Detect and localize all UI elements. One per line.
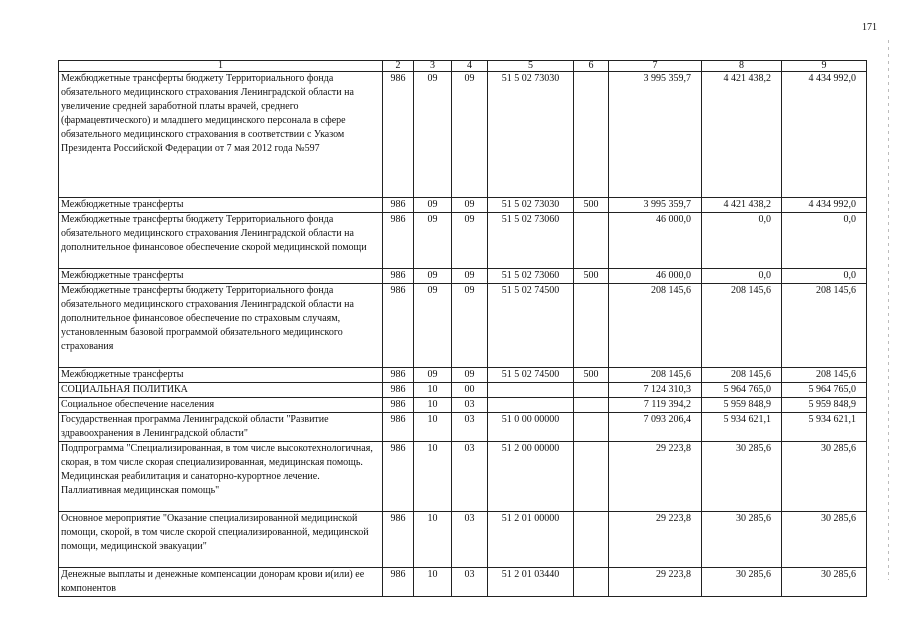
cell-amount-3: 4 434 992,0: [782, 198, 867, 213]
table-row: [59, 198, 867, 213]
row-name: Межбюджетные трансферты: [59, 368, 383, 383]
row-name: Межбюджетные трансферты бюджету Территориального фонда обязательного медицинского страхования Ленинградской области на увеличение средней заработной платы врачей, среднего (фармацевтического) и младшего медицинского персонала в сфере обязательного медицинского страхования в соответствии с Указом Президента Российской Федерации от 7 мая 2012 года №597: [59, 72, 383, 198]
cell-admin: 986: [383, 398, 414, 413]
cell-subsection: 03: [452, 512, 488, 568]
cell-amount-3: 5 934 621,1: [782, 413, 867, 442]
row-name: Государственная программа Ленинградской области "Развитие здравоохранения в Ленинградской области": [59, 413, 383, 442]
cell-amount-1: 3 995 359,7: [609, 72, 702, 198]
header-col-2: 2: [383, 61, 414, 72]
table-row: [59, 284, 867, 368]
cell-section: 10: [414, 512, 452, 568]
cell-amount-3: 30 285,6: [782, 568, 867, 597]
cell-amount-1: 3 995 359,7: [609, 198, 702, 213]
cell-subsection: 03: [452, 442, 488, 512]
cell-type: [574, 568, 609, 597]
header-col-6: 6: [574, 61, 609, 72]
cell-target: 51 5 02 73060: [488, 269, 574, 284]
cell-target: 51 5 02 73060: [488, 213, 574, 269]
cell-target: 51 2 01 03440: [488, 568, 574, 597]
cell-amount-3: 5 959 848,9: [782, 398, 867, 413]
table-row: [59, 213, 867, 269]
cell-subsection: 09: [452, 368, 488, 383]
cell-admin: 986: [383, 512, 414, 568]
cell-amount-1: 46 000,0: [609, 269, 702, 284]
cell-amount-2: 5 959 848,9: [702, 398, 782, 413]
cell-amount-2: 208 145,6: [702, 284, 782, 368]
cell-subsection: 03: [452, 568, 488, 597]
cell-amount-2: 30 285,6: [702, 568, 782, 597]
cell-subsection: 03: [452, 398, 488, 413]
cell-target: 51 2 00 00000: [488, 442, 574, 512]
cell-amount-2: 0,0: [702, 213, 782, 269]
cell-amount-3: 30 285,6: [782, 512, 867, 568]
cell-section: 10: [414, 383, 452, 398]
header-col-7: 7: [609, 61, 702, 72]
cell-admin: 986: [383, 368, 414, 383]
cell-target: 51 2 01 00000: [488, 512, 574, 568]
cell-admin: 986: [383, 213, 414, 269]
cell-section: 10: [414, 568, 452, 597]
cell-type: [574, 442, 609, 512]
row-name: СОЦИАЛЬНАЯ ПОЛИТИКА: [59, 383, 383, 398]
row-name: Основное мероприятие "Оказание специализированной медицинской помощи, скорой, в том числе скорой специализированной, медицинской помощи, медицинской эвакуации": [59, 512, 383, 568]
row-name: Денежные выплаты и денежные компенсации донорам крови и(или) ее компонентов: [59, 568, 383, 597]
cell-section: 10: [414, 413, 452, 442]
table-row: [59, 368, 867, 383]
cell-section: 09: [414, 368, 452, 383]
cell-amount-3: 5 964 765,0: [782, 383, 867, 398]
cell-admin: 986: [383, 284, 414, 368]
cell-admin: 986: [383, 269, 414, 284]
cell-type: 500: [574, 198, 609, 213]
cell-section: 09: [414, 284, 452, 368]
table-row: [59, 398, 867, 413]
cell-subsection: 09: [452, 284, 488, 368]
cell-subsection: 09: [452, 72, 488, 198]
cell-type: [574, 284, 609, 368]
cell-amount-2: 30 285,6: [702, 442, 782, 512]
cell-amount-1: 29 223,8: [609, 512, 702, 568]
cell-section: 10: [414, 442, 452, 512]
scan-edge-line: [888, 40, 889, 580]
cell-amount-3: 0,0: [782, 213, 867, 269]
cell-amount-3: 208 145,6: [782, 368, 867, 383]
header-row: [59, 61, 867, 72]
cell-amount-3: 0,0: [782, 269, 867, 284]
header-col-9: 9: [782, 61, 867, 72]
row-name: Межбюджетные трансферты: [59, 269, 383, 284]
cell-admin: 986: [383, 442, 414, 512]
cell-target: [488, 398, 574, 413]
table-row: [59, 269, 867, 284]
cell-type: [574, 72, 609, 198]
cell-amount-1: 7 093 206,4: [609, 413, 702, 442]
cell-type: [574, 413, 609, 442]
cell-type: [574, 512, 609, 568]
row-name: Социальное обеспечение населения: [59, 398, 383, 413]
cell-subsection: 09: [452, 198, 488, 213]
cell-amount-1: 29 223,8: [609, 442, 702, 512]
cell-amount-2: 0,0: [702, 269, 782, 284]
table-row: [59, 383, 867, 398]
cell-amount-2: 4 421 438,2: [702, 198, 782, 213]
header-col-8: 8: [702, 61, 782, 72]
cell-target: 51 5 02 73030: [488, 72, 574, 198]
cell-amount-2: 4 421 438,2: [702, 72, 782, 198]
cell-subsection: 03: [452, 413, 488, 442]
row-name: Межбюджетные трансферты: [59, 198, 383, 213]
cell-admin: 986: [383, 383, 414, 398]
cell-amount-1: 46 000,0: [609, 213, 702, 269]
cell-amount-2: 30 285,6: [702, 512, 782, 568]
cell-admin: 986: [383, 568, 414, 597]
cell-amount-1: 7 124 310,3: [609, 383, 702, 398]
table-row: [59, 72, 867, 198]
cell-type: 500: [574, 269, 609, 284]
cell-amount-3: 30 285,6: [782, 442, 867, 512]
cell-section: 09: [414, 269, 452, 284]
cell-target: [488, 383, 574, 398]
cell-amount-2: 5 934 621,1: [702, 413, 782, 442]
table-row: [59, 413, 867, 442]
cell-subsection: 09: [452, 269, 488, 284]
cell-target: 51 0 00 00000: [488, 413, 574, 442]
cell-target: 51 5 02 74500: [488, 284, 574, 368]
cell-amount-1: 7 119 394,2: [609, 398, 702, 413]
header-col-5: 5: [488, 61, 574, 72]
budget-table: [58, 60, 867, 597]
header-col-3: 3: [414, 61, 452, 72]
cell-amount-2: 5 964 765,0: [702, 383, 782, 398]
cell-amount-2: 208 145,6: [702, 368, 782, 383]
cell-subsection: 00: [452, 383, 488, 398]
row-name: Подпрограмма "Специализированная, в том числе высокотехнологичная, скорая, в том числе скорая специализированная, медицинская помощь. Медицинская реабилитация и санаторно-курортное лечение. Паллиативная медицинская помощь": [59, 442, 383, 512]
cell-amount-1: 29 223,8: [609, 568, 702, 597]
cell-target: 51 5 02 74500: [488, 368, 574, 383]
table-row: [59, 512, 867, 568]
cell-section: 09: [414, 198, 452, 213]
row-name: Межбюджетные трансферты бюджету Территориального фонда обязательного медицинского страхования Ленинградской области на дополнительное финансовое обеспечение по страховым случаям, установленным базовой программой обязательного медицинского страхования: [59, 284, 383, 368]
cell-admin: 986: [383, 198, 414, 213]
cell-amount-1: 208 145,6: [609, 284, 702, 368]
cell-section: 10: [414, 398, 452, 413]
table-row: [59, 568, 867, 597]
cell-type: [574, 213, 609, 269]
header-col-4: 4: [452, 61, 488, 72]
cell-section: 09: [414, 213, 452, 269]
page-number: 171: [862, 22, 877, 33]
cell-type: [574, 383, 609, 398]
cell-admin: 986: [383, 413, 414, 442]
cell-type: 500: [574, 368, 609, 383]
cell-amount-1: 208 145,6: [609, 368, 702, 383]
table-row: [59, 442, 867, 512]
cell-amount-3: 208 145,6: [782, 284, 867, 368]
cell-type: [574, 398, 609, 413]
cell-target: 51 5 02 73030: [488, 198, 574, 213]
cell-admin: 986: [383, 72, 414, 198]
cell-section: 09: [414, 72, 452, 198]
header-col-1: 1: [59, 61, 383, 72]
cell-amount-3: 4 434 992,0: [782, 72, 867, 198]
cell-subsection: 09: [452, 213, 488, 269]
row-name: Межбюджетные трансферты бюджету Территориального фонда обязательного медицинского страхования Ленинградской области на дополнительное финансовое обеспечение скорой медицинской помощи: [59, 213, 383, 269]
